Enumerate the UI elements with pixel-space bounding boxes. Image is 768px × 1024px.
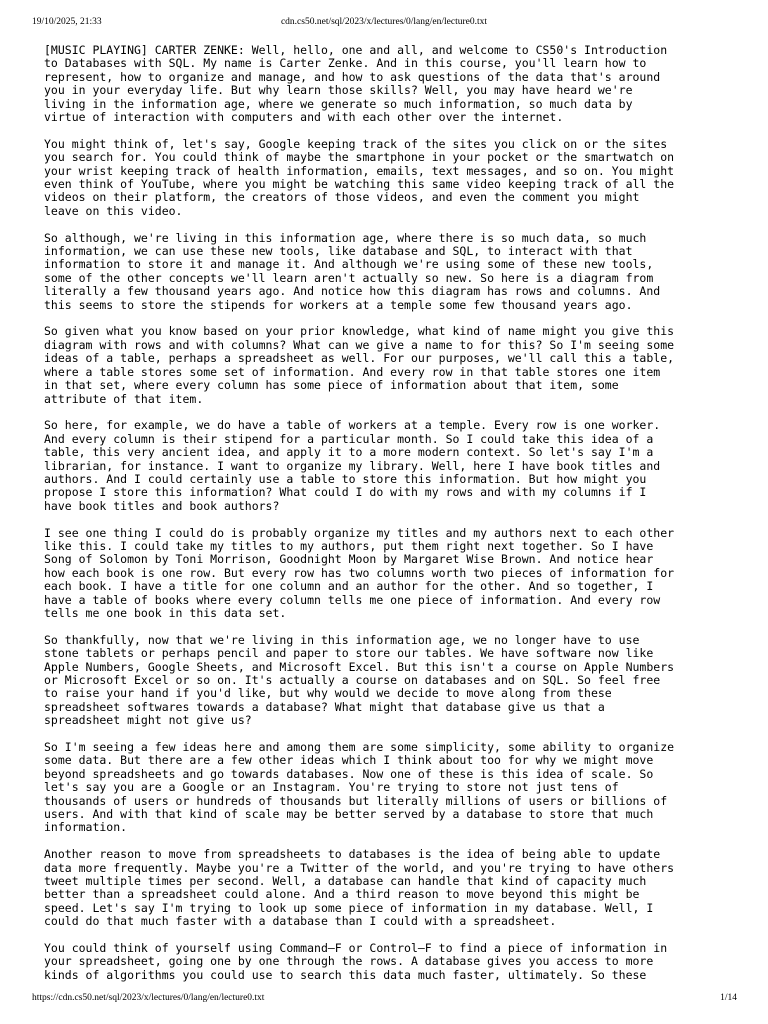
- transcript-paragraph: I see one thing I could do is probably organize my titles and my authors next to each other like this. I could take my titles to my authors, put them right next together. So I have Song of Solomon by Toni Morrison, Goodnight Moon by Margaret Wise Brown. And notice hear how each book is one row. But every row has two columns worth two pieces of information for each book. I have a title for one column and an author for the other. And so together, I have a table of books where every column tells me one piece of information. And every row tells me one book in this data set.: [44, 525, 675, 620]
- transcript-paragraph: [MUSIC PLAYING] CARTER ZENKE: Well, hello, one and all, and welcome to CS50's Introduction to Databases with SQL. My name is Carter Zenke. And in this course, you'll learn how to represent, how to organize and manage, and how to ask questions of the data that's around you in your everyday life. But why learn those skills? Well, you may have heard we're living in the information age, where we generate so much information, so much data by virtue of interaction with computers and with each other over the internet.: [44, 43, 668, 125]
- transcript-paragraph: So although, we're living in this information age, where there is so much data, so much information, we can use these new tools, like database and SQL, to interact with that information to store it and manage it. And although we're using some of these new tools, some of the other concepts we'll learn aren't actually so new. So here is a diagram from literally a few thousand years ago. And notice how this diagram has rows and columns. And this seems to store the stipends for workers at a temple some few thousand years ago.: [44, 230, 661, 312]
- print-footer: [0, 993, 768, 1007]
- print-header-url: cdn.cs50.net/sql/2023/x/lectures/0/lang/en/lecture0.txt: [280, 17, 488, 27]
- transcript-paragraph: So given what you know based on your prior knowledge, what kind of name might you give this diagram with rows and with columns? What can we give a name to for this? So I'm seeing some ideas of a table, perhaps a spreadsheet as well. For our purposes, we'll call this a table, where a table stores some set of information. And every row in that table stores one item in that set, where every column has some piece of information about that item, some attribute of that item.: [44, 324, 675, 406]
- transcript-paragraph: You could think of yourself using Command–F or Control–F to find a piece of information in your spreadsheet, going one by one through the rows. A database gives you access to more kinds of algorithms you could use to search this data much faster, ultimately. So these: [44, 941, 668, 982]
- print-datetime: 19/10/2025, 21:33: [32, 17, 102, 27]
- transcript-paragraph: Another reason to move from spreadsheets to databases is the idea of being able to update data more frequently. Maybe you're a Twitter of the world, and you're trying to have others tweet multiple times per second. Well, a database can handle that kind of capacity much better than a spreadsheet could alone. And a third reason to move beyond this might be speed. Let's say I'm trying to look up some piece of information in my database. Well, I could do that much faster with a database than I could with a spreadsheet.: [44, 847, 675, 929]
- print-footer-url: https://cdn.cs50.net/sql/2023/x/lectures/0/lang/en/lecture0.txt: [32, 993, 265, 1003]
- transcript-paragraph: So here, for example, we do have a table of workers at a temple. Every row is one worker. And every column is their stipend for a particular month. So I could take this idea of a table, this very ancient idea, and apply it to a more modern context. So let's say I'm a librarian, for instance. I want to organize my library. Well, here I have book titles and authors. And I could certainly use a table to store this information. But how might you propose I store this information? What could I do with my rows and with my columns if I have book titles and book authors?: [44, 418, 661, 513]
- transcript-paragraph: So thankfully, now that we're living in this information age, we no longer have to use stone tablets or perhaps pencil and paper to store our tables. We have software now like Apple Numbers, Google Sheets, and Microsoft Excel. But this isn't a course on Apple Numbers or Microsoft Excel or so on. It's actually a course on databases and on SQL. So feel free to raise your hand if you'd like, but why would we decide to move along from these spreadsheet softwares towards a database? What might that database give us that a spreadsheet might not give us?: [44, 632, 675, 728]
- transcript-paragraph: You might think of, let's say, Google keeping track of the sites you click on or the sites you search for. You could think of maybe the smartphone in your pocket or the smartwatch on your wrist keeping track of health information, emails, text messages, and so on. You might even think of YouTube, where you might be watching this same video keeping track of all the videos on their platform, the creators of those videos, and even the comment you might leave on this video.: [44, 136, 675, 218]
- transcript-paragraph: So I'm seeing a few ideas here and among them are some simplicity, some ability to organize some data. But there are a few other ideas which I think about too for why we might move beyond spreadsheets and go towards databases. Now one of these is this idea of scale. So let's say you are a Google or an Instagram. You're trying to store not just tens of thousands of users or hundreds of thousands but literally millions of users or billions of users. And with that kind of scale may be better served by a database to store that much information.: [44, 740, 675, 835]
- page-number: 1/14: [720, 993, 737, 1003]
- transcript-body: [44, 44, 734, 996]
- print-header: [0, 17, 768, 31]
